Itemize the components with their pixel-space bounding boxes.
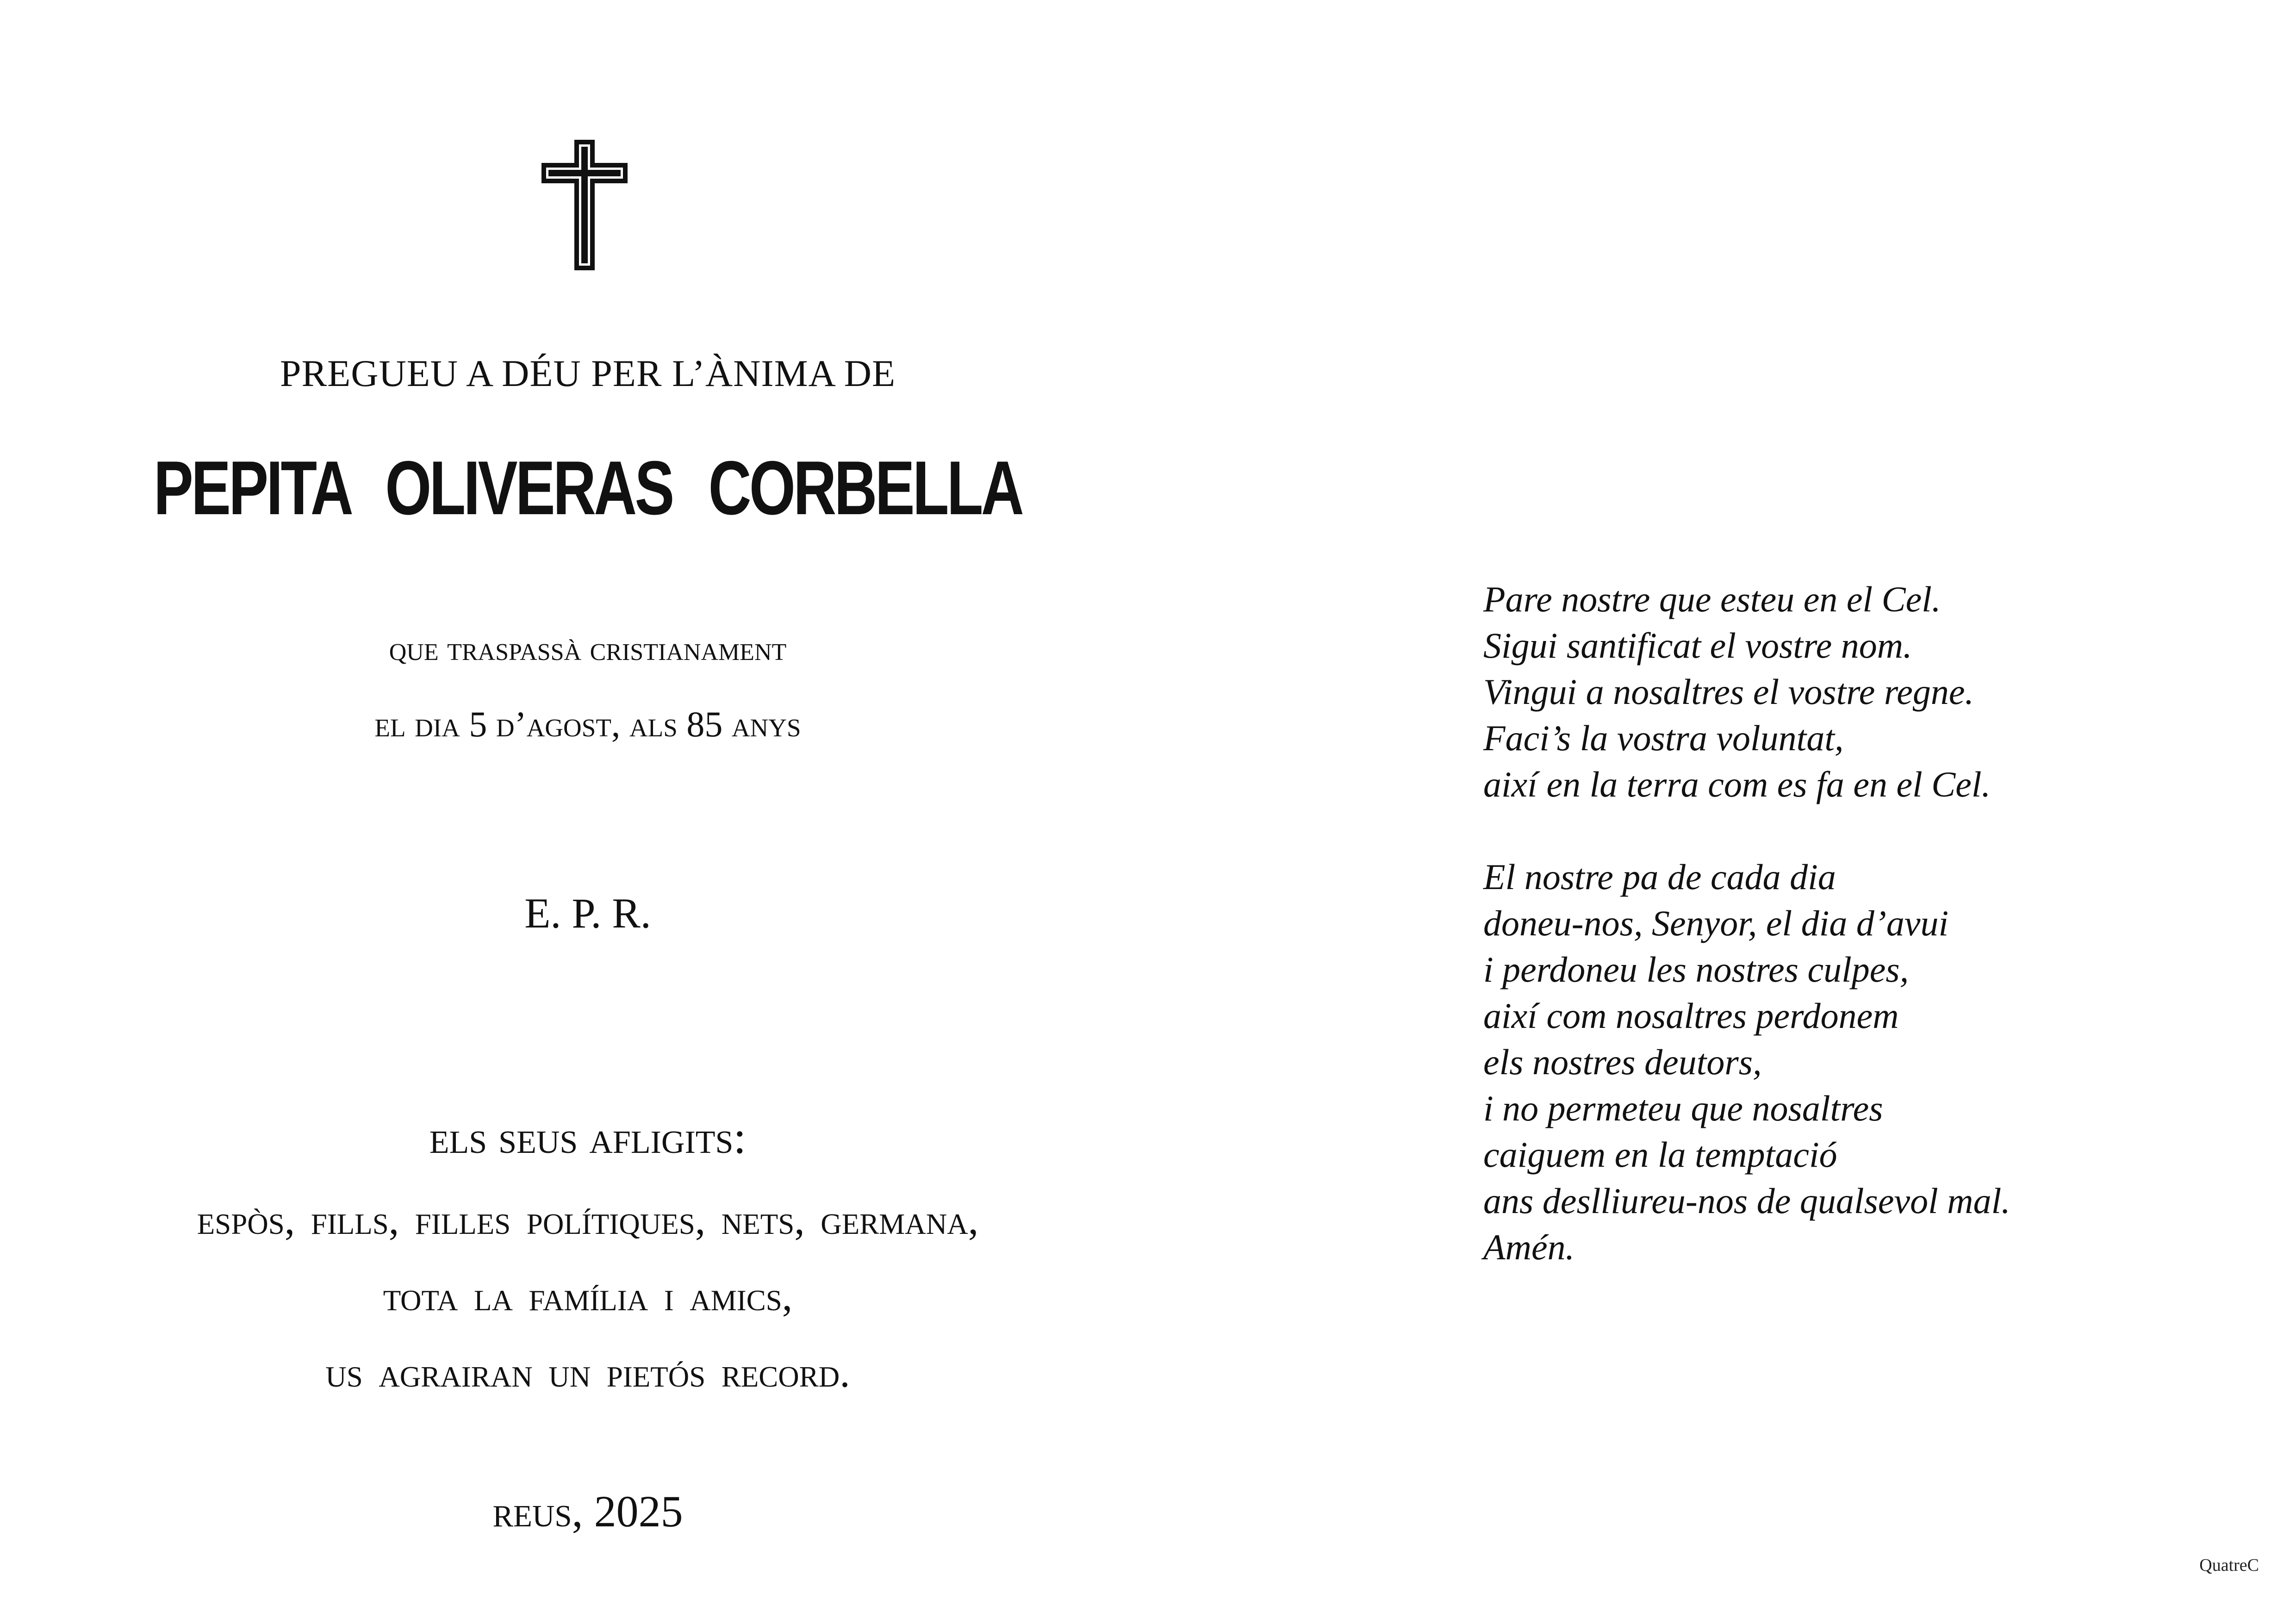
mourners-line-friends: tota la família i amics, — [383, 1274, 793, 1319]
date-age-line — [0, 703, 1176, 745]
date-age-suffix: anys — [722, 704, 801, 744]
prayer-line: El nostre pa de cada dia — [1483, 857, 1836, 897]
lords-prayer — [1483, 576, 2010, 1270]
prayer-stanza-1 — [1483, 576, 2010, 808]
prayer-line: caiguem en la temptació — [1483, 1134, 1837, 1175]
prayer-line: Sigui santificat el vostre nom. — [1483, 625, 1912, 666]
date-age-prefix: el dia — [374, 704, 469, 744]
prayer-line: Vingui a nosaltres el vostre regne. — [1483, 672, 1974, 712]
latin-cross-icon — [541, 139, 628, 271]
mourners-line-family: espòs, fills, filles polítiques, nets, germana, — [197, 1197, 979, 1243]
prayer-line: així com nosaltres perdonem — [1483, 996, 1899, 1036]
place-name: reus — [492, 1487, 572, 1536]
prayer-line: els nostres deutors, — [1483, 1042, 1762, 1082]
epr-abbreviation: E. P. R. — [524, 890, 651, 937]
prayer-line: ans deslliureu-nos de qualsevol mal. — [1483, 1181, 2010, 1221]
place-date-separator: , — [572, 1487, 594, 1536]
prayer-stanza-2 — [1483, 854, 2010, 1270]
prayer-line: i perdoneu les nostres culpes, — [1483, 949, 1909, 989]
printer-mark: QuatreC — [2199, 1556, 2259, 1575]
passed-away-line: que traspassà cristianament — [389, 630, 787, 668]
prayer-line: Faci’s la vostra voluntat, — [1483, 718, 1844, 758]
prayer-line: i no permeteu que nosaltres — [1483, 1088, 1883, 1128]
mourners-title: els seus afligits: — [429, 1112, 747, 1163]
prayer-line: Amén. — [1483, 1227, 1575, 1267]
death-day: 5 — [469, 704, 487, 744]
mourners-line-remembrance: us agrairan un pietós record. — [325, 1350, 850, 1396]
date-age-middle: d’agost, als — [487, 704, 687, 744]
age-value: 85 — [686, 704, 723, 744]
place-date — [0, 1486, 1176, 1537]
prayer-line: Pare nostre que esteu en el Cel. — [1483, 579, 1941, 619]
year: 2025 — [594, 1487, 683, 1536]
prayer-line: així en la terra com es fa en el Cel. — [1483, 764, 1991, 804]
deceased-name: PEPITA OLIVERAS CORBELLA — [153, 445, 1022, 530]
prayer-request-line: PREGUEU A DÉU PER L’ÀNIMA DE — [280, 352, 896, 394]
prayer-line: doneu-nos, Senyor, el dia d’avui — [1483, 903, 1949, 943]
